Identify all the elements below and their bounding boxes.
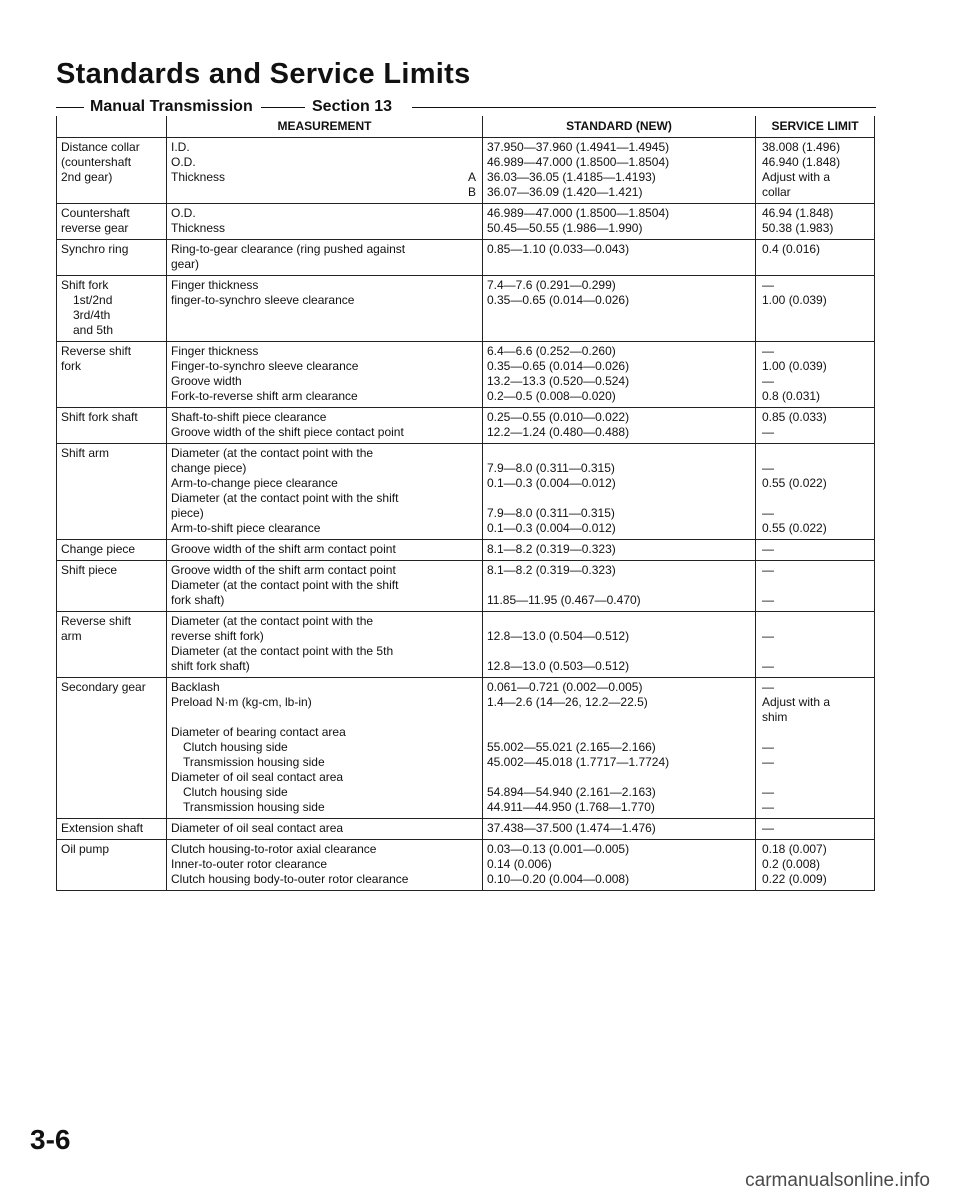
service-limit-cell [756,240,875,276]
cell-line: 11.85—11.95 (0.467—0.470) [487,593,641,607]
cell-line: 54.894—54.940 (2.161—2.163) [487,785,656,799]
measurement-cell [167,276,483,342]
header-service-limit: SERVICE LIMIT [756,116,875,138]
cell-line: O.D. [171,206,196,220]
part-cell [57,561,167,612]
cell-line [762,644,870,659]
table-row [57,612,875,678]
cell-line [762,614,870,629]
cell-line: 0.1—0.3 (0.004—0.012) [487,521,616,535]
cell-line: 46.989—47.000 (1.8500—1.8504) [487,206,670,220]
standard-cell [483,408,756,444]
service-limit-cell [756,408,875,444]
measurement-cell [167,612,483,678]
cell-line [487,614,751,629]
cell-line: 0.03—0.13 (0.001—0.005) [487,842,630,856]
cell-line: — [762,506,774,520]
cell-line: Secondary gear [61,680,146,694]
header-standard: STANDARD (NEW) [483,116,756,138]
cell-line: arm [61,629,82,643]
section-number: Section 13 [312,98,393,115]
cell-line: Diameter (at the contact point with the [171,614,374,628]
page-title: Standards and Service Limits [56,58,471,90]
cell-line: Diameter (at the contact point with the shift [171,578,399,592]
cell-line: 1.00 (0.039) [762,359,827,373]
cell-line-text: O.D. [171,155,196,169]
heading-rule [56,107,84,108]
cell-line: Finger-to-synchro sleeve clearance [171,359,359,373]
cell-line: finger-to-synchro sleeve clearance [171,293,355,307]
cell-line: 1st/2nd [73,293,113,307]
part-cell [57,276,167,342]
measurement-cell [167,444,483,540]
cell-line: Backlash [171,680,220,694]
cell-line: 12.8—13.0 (0.504—0.512) [487,629,630,643]
cell-line: Clutch housing body-to-outer rotor clearance [171,872,409,886]
standard-cell [483,204,756,240]
cell-line: 1.4—2.6 (14—26, 12.2—22.5) [487,695,648,709]
part-cell [57,540,167,561]
watermark: carmanualsonline.info [745,1170,930,1191]
service-limit-cell [756,840,875,891]
cell-line: — [762,542,774,556]
table-body [57,138,875,891]
cell-line: 0.4 (0.016) [762,242,821,256]
table-row [57,204,875,240]
cell-line: Shift piece [61,563,118,577]
cell-line: Groove width of the shift piece contact point [171,425,404,439]
cell-line: — [762,821,774,835]
cell-line: 8.1—8.2 (0.319—0.323) [487,563,616,577]
cell-line: Diameter of oil seal contact area [171,770,344,784]
part-cell [57,204,167,240]
standard-cell [483,540,756,561]
cell-line: Shaft-to-shift piece clearance [171,410,327,424]
cell-line: Clutch housing side [183,740,288,754]
cell-line: Extension shaft [61,821,144,835]
cell-line: 7.9—8.0 (0.311—0.315) [487,461,615,475]
cell-line: 55.002—55.021 (2.165—2.166) [487,740,656,754]
cell-line: 36.07—36.09 (1.420—1.421) [487,185,643,199]
cell-line: Thickness [171,221,226,235]
cell-line: — [762,800,774,814]
cell-line: 12.8—13.0 (0.503—0.512) [487,659,630,673]
cell-line: 0.1—0.3 (0.004—0.012) [487,476,616,490]
cell-line [171,710,478,725]
cell-line: 0.55 (0.022) [762,476,827,490]
cell-line: Diameter of oil seal contact area [171,821,344,835]
cell-line: Preload N·m (kg-cm, lb-in) [171,695,312,709]
cell-line: 38.008 (1.496) [762,140,841,154]
cell-line: Groove width of the shift arm contact point [171,542,396,556]
cell-line-text: I.D. [171,140,190,154]
table-row [57,240,875,276]
cell-line: Diameter (at the contact point with the [171,446,374,460]
cell-line [487,446,751,461]
standard-cell [483,612,756,678]
cell-line: Clutch housing-to-rotor axial clearance [171,842,377,856]
cell-line: Distance collar [61,140,140,154]
cell-line [487,710,751,725]
cell-line: Synchro ring [61,242,129,256]
cell-line: Reverse shift [61,344,132,358]
cell-line: Arm-to-shift piece clearance [171,521,321,535]
cell-line [171,140,478,155]
cell-line [171,170,478,185]
cell-line: 0.2—0.5 (0.008—0.020) [487,389,616,403]
standard-cell [483,240,756,276]
measurement-cell [167,240,483,276]
cell-line: and 5th [73,323,114,337]
cell-line: collar [762,185,791,199]
measurement-cell [167,840,483,891]
cell-line: Reverse shift [61,614,132,628]
part-cell [57,342,167,408]
part-cell [57,444,167,540]
standard-cell [483,678,756,819]
cell-line: Fork-to-reverse shift arm clearance [171,389,358,403]
table-row [57,342,875,408]
cell-line: 37.950—37.960 (1.4941—1.4945) [487,140,670,154]
cell-line: 46.94 (1.848) [762,206,834,220]
cell-line: 7.9—8.0 (0.311—0.315) [487,506,615,520]
cell-line: 0.8 (0.031) [762,389,821,403]
cell-line: Shift fork [61,278,109,292]
cell-line [487,725,751,740]
part-cell [57,840,167,891]
table-row [57,819,875,840]
cell-line [487,491,751,506]
cell-line: 45.002—45.018 (1.7717—1.7724) [487,755,670,769]
standard-cell [483,342,756,408]
cell-line: Ring-to-gear clearance (ring pushed against [171,242,406,256]
cell-line: — [762,461,774,475]
cell-line [762,446,870,461]
measurement-cell [167,819,483,840]
cell-line: Groove width of the shift arm contact point [171,563,396,577]
variant-letter: B [467,185,476,199]
variant-letter: A [467,170,476,184]
cell-line: fork shaft) [171,593,225,607]
cell-line: 0.25—0.55 (0.010—0.022) [487,410,630,424]
cell-line: Shift arm [61,446,110,460]
cell-line [487,770,751,785]
specs-table [56,116,875,891]
table-row [57,840,875,891]
standard-cell [483,138,756,204]
cell-line: (countershaft [61,155,132,169]
cell-line: 7.4—7.6 (0.291—0.299) [487,278,616,292]
part-cell [57,138,167,204]
cell-line: Diameter (at the contact point with the 5th [171,644,394,658]
table-row [57,678,875,819]
measurement-cell [167,408,483,444]
cell-line: 0.35—0.65 (0.014—0.026) [487,359,630,373]
service-limit-cell [756,138,875,204]
cell-line: Diameter (at the contact point with the shift [171,491,399,505]
cell-line: 0.14 (0.006) [487,857,552,871]
part-cell [57,408,167,444]
cell-line: 0.2 (0.008) [762,857,821,871]
cell-line [487,578,751,593]
part-cell [57,240,167,276]
service-limit-cell [756,276,875,342]
cell-line: — [762,740,774,754]
cell-line: 0.55 (0.022) [762,521,827,535]
cell-line: 0.10—0.20 (0.004—0.008) [487,872,630,886]
cell-line: 0.18 (0.007) [762,842,827,856]
cell-line: gear) [171,257,200,271]
cell-line: reverse shift fork) [171,629,264,643]
measurement-cell [167,342,483,408]
cell-line: Adjust with a [762,695,831,709]
cell-line: 6.4—6.6 (0.252—0.260) [487,344,616,358]
standard-cell [483,561,756,612]
table-row [57,444,875,540]
measurement-cell [167,561,483,612]
heading-rule [261,107,305,108]
cell-line: Oil pump [61,842,110,856]
cell-line: fork [61,359,82,373]
cell-line: 0.35—0.65 (0.014—0.026) [487,293,630,307]
standard-cell [483,819,756,840]
table-row [57,276,875,342]
cell-line: 0.22 (0.009) [762,872,827,886]
cell-line-text: Thickness [171,170,226,184]
cell-line: 1.00 (0.039) [762,293,827,307]
cell-line: Inner-to-outer rotor clearance [171,857,328,871]
service-limit-cell [756,612,875,678]
cell-line: 3rd/4th [73,308,111,322]
part-cell [57,612,167,678]
cell-line: 13.2—13.3 (0.520—0.524) [487,374,630,388]
cell-line: 37.438—37.500 (1.474—1.476) [487,821,656,835]
cell-line: 46.989—47.000 (1.8500—1.8504) [487,155,670,169]
part-cell [57,819,167,840]
cell-line: Arm-to-change piece clearance [171,476,338,490]
service-limit-cell [756,678,875,819]
cell-line: change piece) [171,461,247,475]
service-limit-cell [756,819,875,840]
cell-line: — [762,659,774,673]
standard-cell [483,840,756,891]
cell-line: piece) [171,506,204,520]
cell-line: — [762,278,774,292]
cell-line: — [762,755,774,769]
cell-line: Shift fork shaft [61,410,138,424]
cell-line: 44.911—44.950 (1.768—1.770) [487,800,655,814]
cell-line: — [762,563,774,577]
part-cell [57,678,167,819]
cell-line: — [762,374,774,388]
cell-line: 12.2—1.24 (0.480—0.488) [487,425,630,439]
cell-line: Finger thickness [171,344,259,358]
standard-cell [483,276,756,342]
cell-line [171,185,478,200]
cell-line: 2nd gear) [61,170,113,184]
page-number: 3-6 [30,1124,71,1155]
header-measurement: MEASUREMENT [167,116,483,138]
service-limit-cell [756,342,875,408]
service-limit-cell [756,444,875,540]
cell-line: — [762,629,774,643]
cell-line: Change piece [61,542,136,556]
cell-line [762,770,870,785]
heading-rule [412,107,876,108]
measurement-cell [167,204,483,240]
cell-line: Adjust with a [762,170,831,184]
header-part [57,116,167,138]
cell-line: 0.85 (0.033) [762,410,827,424]
cell-line: Finger thickness [171,278,259,292]
cell-line: 50.38 (1.983) [762,221,834,235]
section-label: Manual Transmission [90,98,253,115]
cell-line: — [762,593,774,607]
cell-line: Groove width [171,374,242,388]
cell-line [171,155,478,170]
service-limit-cell [756,540,875,561]
section-heading [56,98,876,116]
measurement-cell [167,678,483,819]
cell-line: shim [762,710,788,724]
measurement-cell [167,540,483,561]
table-row [57,561,875,612]
service-limit-cell [756,204,875,240]
cell-line: 0.061—0.721 (0.002—0.005) [487,680,643,694]
cell-line: shift fork shaft) [171,659,250,673]
cell-line [762,491,870,506]
cell-line: Clutch housing side [183,785,288,799]
table-row [57,138,875,204]
cell-line: 50.45—50.55 (1.986—1.990) [487,221,643,235]
cell-line [487,644,751,659]
cell-line: 46.940 (1.848) [762,155,841,169]
table-row [57,408,875,444]
cell-line: 0.85—1.10 (0.033—0.043) [487,242,630,256]
cell-line: Transmission housing side [183,800,325,814]
cell-line: 36.03—36.05 (1.4185—1.4193) [487,170,656,184]
table-row [57,540,875,561]
cell-line: Diameter of bearing contact area [171,725,346,739]
cell-line: — [762,425,774,439]
table-header-row [57,116,875,138]
cell-line: — [762,680,774,694]
cell-line: reverse gear [61,221,129,235]
cell-line: 8.1—8.2 (0.319—0.323) [487,542,616,556]
cell-line: — [762,785,774,799]
cell-line [762,725,870,740]
cell-line [762,578,870,593]
cell-line: Transmission housing side [183,755,325,769]
cell-line: Countershaft [61,206,130,220]
service-limit-cell [756,561,875,612]
cell-line: — [762,344,774,358]
measurement-cell [167,138,483,204]
standard-cell [483,444,756,540]
